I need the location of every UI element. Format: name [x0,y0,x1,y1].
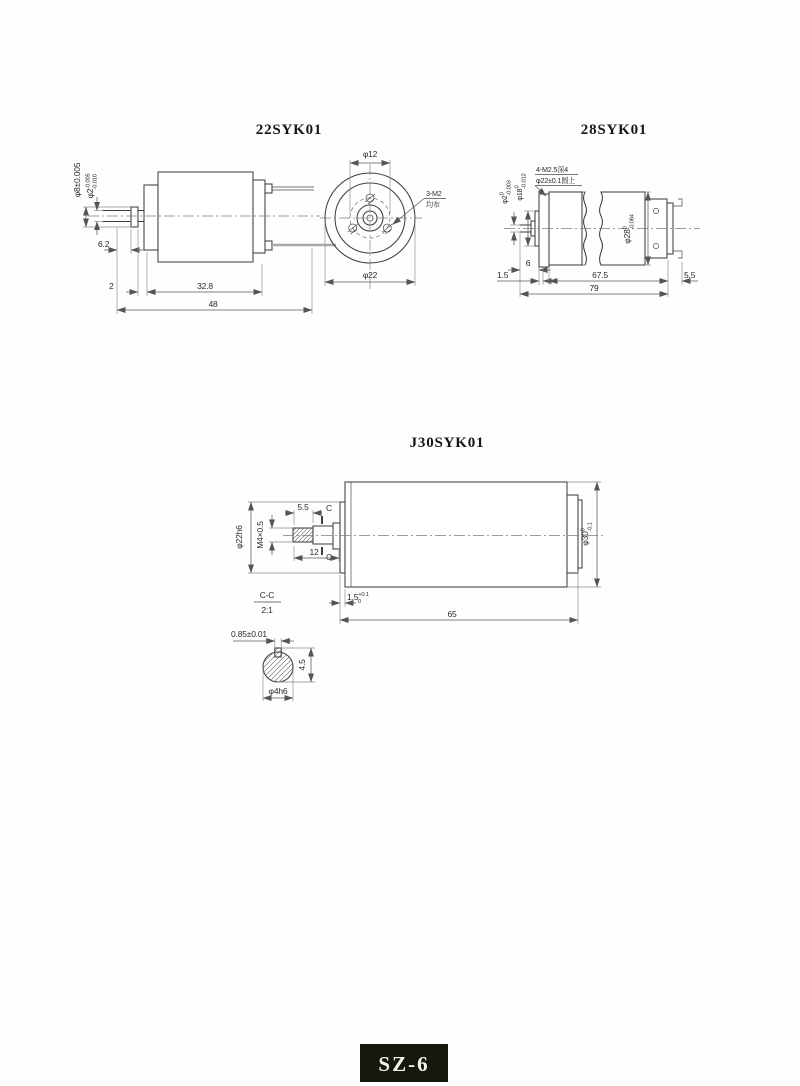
label-dia2-tol: $\varphi 2^{-0.005}-0.010$ [85,173,99,199]
label-dia22h6: φ22h6 [234,525,244,549]
drawing-22syk01 [72,122,446,314]
svg-text:3-M2: 3-M2 [426,189,442,198]
section-mark-top: C [326,503,332,513]
page-footer [360,1044,448,1082]
terminal-tab-top [265,184,272,193]
dim-1-5: 1.5 [497,270,509,280]
mounting-flange [539,194,549,267]
motor-body [345,482,567,587]
page-number: SZ-6 [378,1052,430,1076]
motor-body [158,172,253,262]
dim-48: 48 [208,299,218,309]
dim-67-5: 67.5 [592,270,608,280]
title-28syk01: 28SYK01 [580,122,648,138]
section-scale-note [254,590,281,615]
svg-text:2:1: 2:1 [261,605,273,615]
section-mark-bottom: C [326,552,332,562]
note-3m2 [393,189,447,225]
front-endbell [144,185,158,250]
label-dia8: φ8±0.005 [72,162,82,198]
motor-28-side-view [504,192,700,267]
label-thread: M4×0.5 [255,521,265,549]
section-cc-detail [231,629,325,701]
shaft-collar [333,523,340,549]
dim-6-2: 6.2 [98,239,110,249]
label-dia2-tol: $\varphi 2^0-0.003$ [499,180,513,204]
motor-30-side-view [279,482,604,587]
svg-text:φ22±0.1圆上: φ22±0.1圆上 [536,176,576,185]
dim-65: 65 [447,609,457,619]
dim-5-5: 5.5 [297,502,309,512]
screw-hole-left [348,224,358,234]
motor-22-side-view [88,172,336,262]
drawing-28syk01 [497,122,700,297]
title-22syk01: 22SYK01 [255,122,323,138]
title-j30syk01: J30SYK01 [409,435,485,451]
svg-text:4-M2.5深4: 4-M2.5深4 [536,165,568,174]
terminal-tab-bottom [265,241,272,250]
dim-2: 2 [109,281,114,291]
rear-cap [567,495,578,573]
svg-text:均布: 均布 [426,200,440,209]
dim-key-height: 4.5 [297,659,307,671]
tab-top [673,199,682,206]
dim-dia22: φ22 [362,270,378,280]
dim-dia12: φ12 [362,149,378,159]
dim-1-5-tol: $1.5^{+0.1}$ 0 [347,592,369,605]
dim-79: 79 [589,283,599,293]
shaft-collar [131,207,138,227]
dim-32-8: 32.8 [197,281,213,291]
dim-5-5: 5.5 [684,270,696,280]
dim-12: 12 [309,547,319,557]
svg-text:C-C: C-C [259,590,275,600]
tab-bottom [673,251,682,258]
motor-22-front-view [320,149,446,292]
drawing-j30syk01 [231,435,604,701]
note-4m25 [535,165,582,196]
label-dia18-tol: $\varphi 18^0-0.012$ [514,173,528,201]
rear-endcap [253,180,265,253]
label-dia28-tol: $\varphi 28^0-0.084$ [622,214,636,244]
dim-6: 6 [525,258,531,268]
label-dia30-tol: $\varphi 30^0-0.1$ [580,522,594,546]
front-flange [340,502,345,573]
dim-key-width: 0.85±0.01 [231,629,267,639]
dim-dia4h6: φ4h6 [268,686,288,696]
